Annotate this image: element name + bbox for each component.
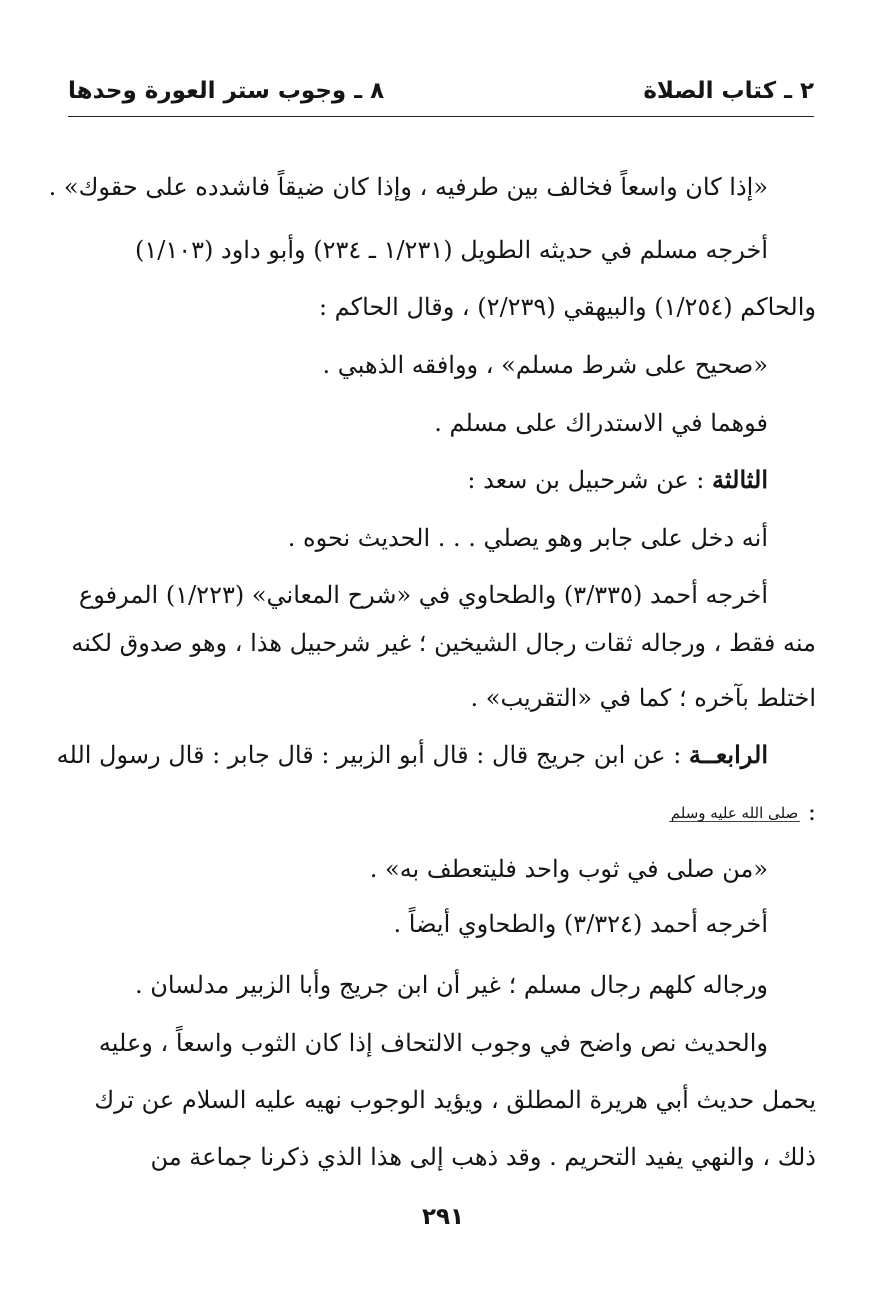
narration-text: : عن ابن جريج قال : قال أبو الزبير : قال جابر : قال رسول الله [56,741,682,769]
narration-label: الرابعــة [688,740,768,769]
header-divider [68,116,814,117]
paragraph-line: منه فقط ، ورجاله ثقات رجال الشيخين ؛ غير شرحبيل هذا ، وهو صدوق لكنه [71,629,816,657]
quote-line: «صحيح على شرط مسلم» ، ووافقه الذهبي . [322,351,768,379]
paragraph-line: أخرجه أحمد (٣/٣٢٤) والطحاوي أيضاً . [393,910,768,938]
paragraph-line: أخرجه مسلم في حديثه الطويل (١/٢٣١ ـ ٢٣٤) وأبو داود (١/١٠٣) [134,236,768,264]
paragraph-line: ورجاله كلهم رجال مسلم ؛ غير أن ابن جريج وأبا الزبير مدلسان . [134,971,768,999]
paragraph-line: يحمل حديث أبي هريرة المطلق ، ويؤيد الوجوب نهيه عليه السلام عن ترك [94,1086,816,1114]
paragraph-line: والحاكم (١/٢٥٤) والبيهقي (٢/٢٣٩) ، وقال الحاكم : [318,293,816,321]
narration-text: : عن شرحبيل بن سعد : [467,466,705,494]
paragraph-line: ذلك ، والنهي يفيد التحريم . وقد ذهب إلى هذا الذي ذكرنا جماعة من [150,1143,816,1171]
chapter-title: ٢ ـ كتاب الصلاة [643,78,814,104]
paragraph-line: فوهما في الاستدراك على مسلم . [434,409,768,437]
salawat-honorific: صلى الله عليه وسلم [670,804,799,822]
narration-label: الثالثة [712,465,768,494]
page-number: ٢٩١ [421,1204,465,1230]
colon-text: : [807,798,816,826]
section-title: ٨ ـ وجوب ستر العورة وحدها [68,78,385,104]
honorific-line [70,792,816,832]
narration-heading [56,735,768,775]
paragraph-line: أخرجه أحمد (٣/٣٣٥) والطحاوي في «شرح المعاني» (١/٢٢٣) المرفوع [78,581,768,609]
paragraph-line: أنه دخل على جابر وهو يصلي . . . الحديث نحوه . [287,524,768,552]
paragraph-line: اختلط بآخره ؛ كما في «التقريب» . [470,684,816,712]
hadith-quote-line: «من صلى في ثوب واحد فليتعطف به» . [369,855,768,883]
running-header [68,74,814,110]
hadith-quote-line: «إذا كان واسعاً فخالف بين طرفيه ، وإذا كان ضيقاً فاشدده على حقوك» . [48,173,768,201]
paragraph-line: والحديث نص واضح في وجوب الالتحاف إذا كان الثوب واسعاً ، وعليه [98,1029,768,1057]
narration-heading [70,460,768,500]
